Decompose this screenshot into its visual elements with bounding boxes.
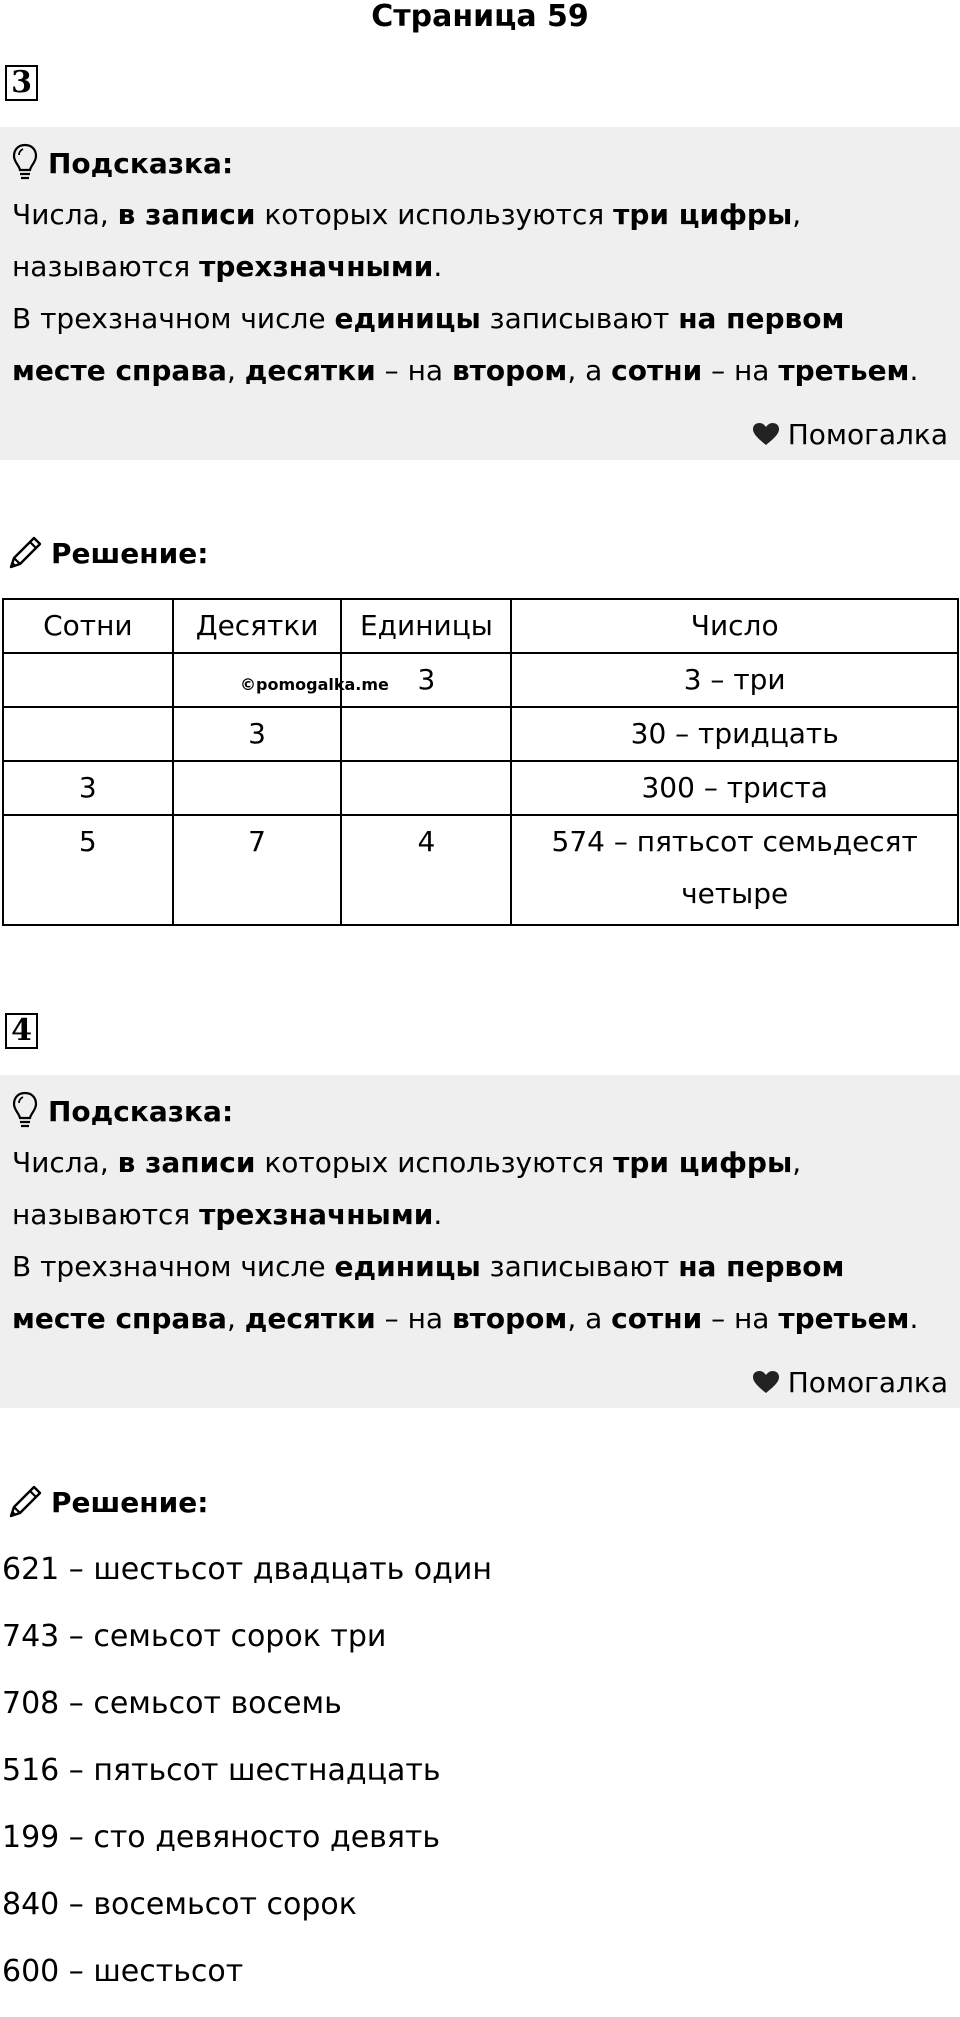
hint-box-task3 [0, 127, 960, 460]
solution-heading-task3: Решение: [5, 531, 208, 575]
digits-table [2, 598, 959, 926]
pencil-icon [5, 1482, 45, 1522]
hint-box-task4 [0, 1075, 960, 1408]
list-item: 516 – пятьсот шестнадцать [2, 1753, 441, 1788]
table-cell: 300 – триста [511, 761, 958, 815]
table-cell: 5 [3, 815, 173, 925]
list-item: 600 – шестьсот [2, 1954, 244, 1989]
hint-line: Числа, в записи которых используются три цифры, [12, 198, 802, 231]
page-title: Страница 59 [371, 0, 589, 34]
header-number: Число [511, 599, 958, 653]
list-item: 199 – сто девяносто девять [2, 1820, 441, 1855]
hint-line: В трехзначном числе единицы записывают на первом [12, 1250, 845, 1283]
table-cell: 574 – пятьсот семьдесят четыре [511, 815, 958, 925]
watermark: ©pomogalka.me [240, 675, 389, 694]
task-number-4: 4 [5, 1013, 38, 1049]
table-row [3, 707, 958, 761]
hint-text [12, 1137, 948, 1345]
hint-text [12, 189, 948, 397]
solution-heading-task4: Решение: [5, 1480, 208, 1524]
heart-icon [752, 422, 780, 446]
table-cell: 3 [341, 653, 511, 707]
table-cell: 3 [3, 761, 173, 815]
table-cell [341, 707, 511, 761]
brand-label: Помогалка [752, 414, 948, 454]
table-cell [3, 707, 173, 761]
list-item: 743 – семьсот сорок три [2, 1619, 387, 1654]
hint-line: месте справа, десятки – на втором, а сотни – на третьем. [12, 1302, 919, 1335]
table-cell: 4 [341, 815, 511, 925]
hint-line: В трехзначном числе единицы записывают на первом [12, 302, 845, 335]
table-cell: 3 – три [511, 653, 958, 707]
table-cell [173, 761, 342, 815]
table-cell [3, 653, 173, 707]
header-units: Единицы [341, 599, 511, 653]
list-item: 840 – восемьсот сорок [2, 1887, 357, 1922]
table-cell [341, 761, 511, 815]
list-item: 621 – шестьсот двадцать один [2, 1552, 493, 1587]
table-row [3, 815, 958, 925]
hint-line: месте справа, десятки – на втором, а сотни – на третьем. [12, 354, 919, 387]
answers-list [2, 1548, 492, 2017]
list-item: 708 – семьсот восемь [2, 1686, 342, 1721]
hint-heading: Подсказка: [12, 1085, 948, 1137]
hint-line: называются трехзначными. [12, 250, 443, 283]
table-row [3, 653, 958, 707]
task-number-3: 3 [5, 65, 38, 101]
hint-line: Числа, в записи которых используются три цифры, [12, 1146, 802, 1179]
lightbulb-icon [12, 1091, 38, 1131]
table-cell: 7 [173, 815, 342, 925]
header-hundreds: Сотни [3, 599, 173, 653]
table-header-row [3, 599, 958, 653]
table-cell: 30 – тридцать [511, 707, 958, 761]
hint-heading: Подсказка: [12, 137, 948, 189]
table-row [3, 761, 958, 815]
hint-line: называются трехзначными. [12, 1198, 443, 1231]
lightbulb-icon [12, 143, 38, 183]
heart-icon [752, 1370, 780, 1394]
pencil-icon [5, 533, 45, 573]
header-tens: Десятки [173, 599, 342, 653]
table-cell: 3 [173, 707, 342, 761]
brand-label: Помогалка [752, 1362, 948, 1402]
